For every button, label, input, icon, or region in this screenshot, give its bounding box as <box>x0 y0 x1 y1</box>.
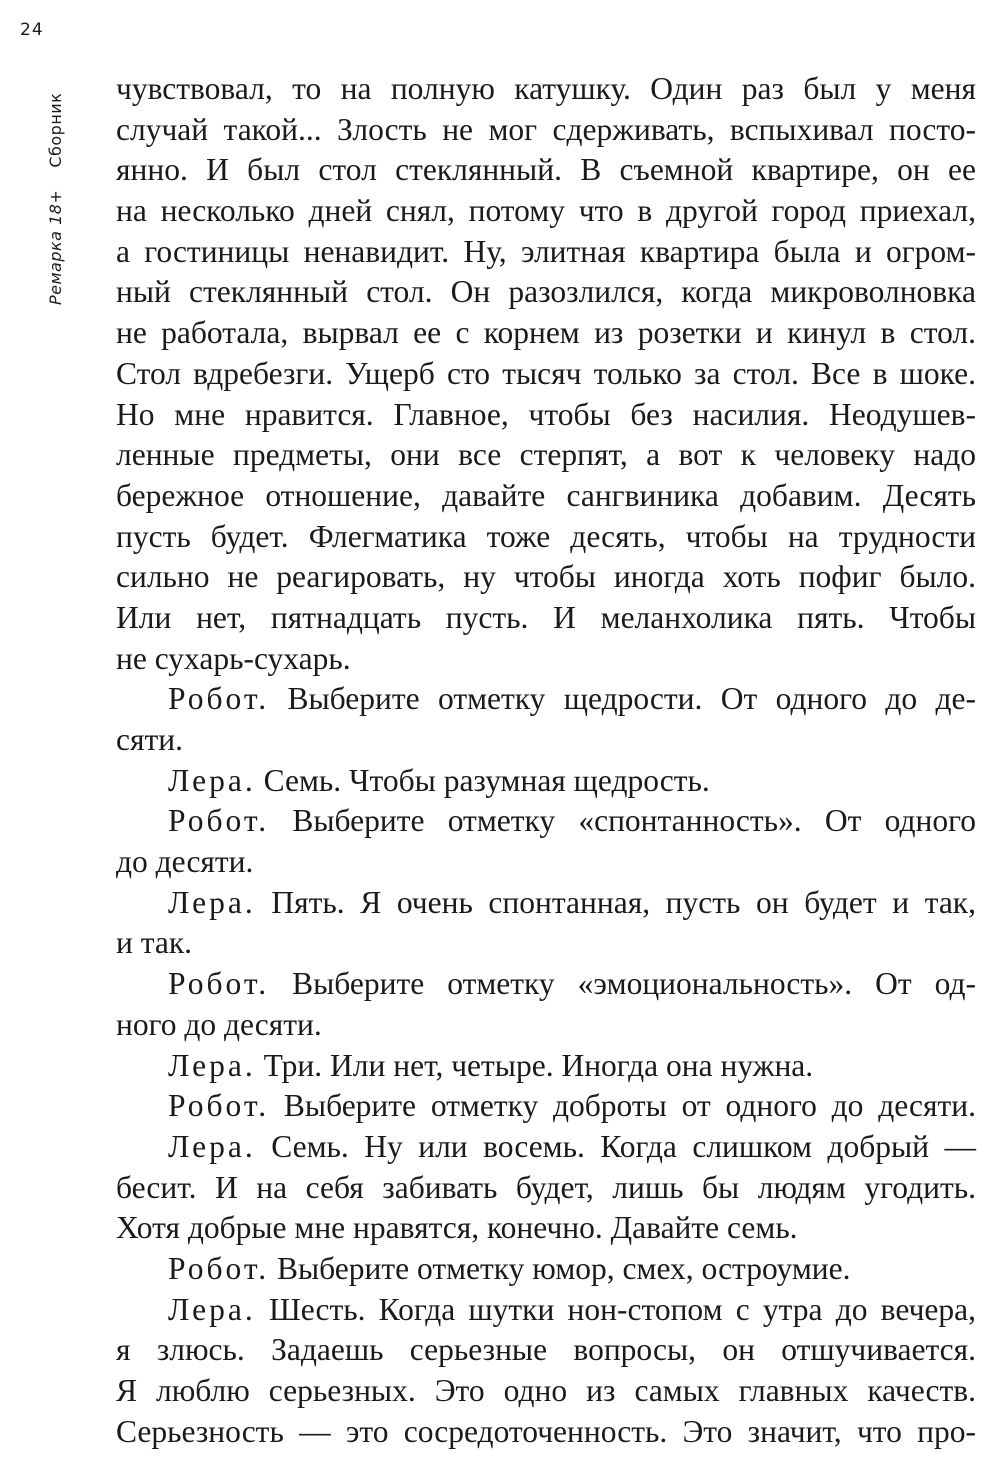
line-text: Хотя добрые мне нравятся, конечно. Давайте семь. <box>116 1210 798 1246</box>
text-line <box>116 923 976 964</box>
line-text: сяти. <box>116 722 183 757</box>
line-text: чувствовал, то на полную катушку. Один раз был у меня <box>116 71 976 106</box>
speaker-name: Робот. <box>168 681 270 717</box>
line-text: Шесть. Когда шутки нон-стопом с утра до вечера, <box>255 1291 976 1327</box>
line-text: Или нет, пятнадцать пусть. И меланхолика пять. Чтобы <box>116 599 976 635</box>
line-text: Пять. Я очень спонтанная, пусть он будет и так, <box>255 884 976 920</box>
text-line <box>116 69 976 110</box>
text-line <box>116 720 976 761</box>
line-text: Стол вдребезги. Ущерб сто тысяч только за стол. Все в шоке. <box>116 355 976 391</box>
line-text: Выберите отметку «эмоциональность». От од- <box>269 966 976 1002</box>
text-line <box>116 476 976 517</box>
line-text: бережное отношение, давайте сангвиника добавим. Десять <box>116 477 976 513</box>
text-line <box>116 598 976 639</box>
line-text: Семь. Чтобы разумная щедрость. <box>255 762 710 798</box>
speaker-name: Лера. <box>168 762 256 798</box>
line-text: не работала, вырвал ее с корнем из розетки и кинул в стол. <box>116 315 976 351</box>
line-text: Выберите отметку щедрости. От одного до де- <box>269 681 976 717</box>
running-head-subtitle: Сборник <box>46 92 65 168</box>
text-line <box>116 842 976 883</box>
text-line <box>116 313 976 354</box>
text-line <box>116 110 976 151</box>
text-line <box>116 150 976 191</box>
running-head <box>46 93 65 305</box>
dialogue-line <box>116 801 976 842</box>
text-line <box>116 1005 976 1046</box>
line-text: и так. <box>116 925 193 961</box>
dialogue-line <box>116 761 976 802</box>
line-text: ный стеклянный стол. Он разозлился, когда микроволновка <box>116 274 976 310</box>
speaker-name: Робот. <box>168 1250 270 1286</box>
speaker-name: Лера. <box>168 884 256 920</box>
speaker-name: Робот. <box>168 1088 270 1124</box>
line-text: пусть будет. Флегматика тоже десять, чтобы на трудности <box>116 518 976 554</box>
speaker-name: Робот. <box>168 803 270 839</box>
dialogue-line <box>116 1249 976 1290</box>
body-text <box>116 69 976 1452</box>
line-text: бесит. И на себя забивать будет, лишь бы людям угодить. <box>116 1169 976 1205</box>
line-text: на несколько дней снял, потому что в другой город приехал, <box>116 193 976 229</box>
line-text: случай такой... Злость не мог сдерживать, вспыхивал посто- <box>116 111 976 147</box>
line-text: Семь. Ну или восемь. Когда слишком добрый — <box>255 1128 976 1164</box>
speaker-name: Лера. <box>168 1291 256 1327</box>
text-line <box>116 1412 976 1453</box>
text-line <box>116 1371 976 1412</box>
line-text: Я люблю серьезных. Это одно из самых главных качеств. <box>116 1373 976 1408</box>
line-text: Но мне нравится. Главное, чтобы без насилия. Неодушев- <box>116 396 976 432</box>
text-line <box>116 272 976 313</box>
line-text: а гостиницы ненавидит. Ну, элитная квартира была и огром- <box>116 233 976 269</box>
text-line <box>116 639 976 680</box>
text-line <box>116 435 976 476</box>
dialogue-line <box>116 883 976 924</box>
text-line <box>116 1168 976 1209</box>
dialogue-line <box>116 964 976 1005</box>
speaker-name: Робот. <box>168 966 270 1002</box>
page-number: 24 <box>20 20 44 40</box>
line-text: Выберите отметку доброты от одного до десяти. <box>269 1088 976 1124</box>
text-line <box>116 557 976 598</box>
text-line <box>116 395 976 436</box>
line-text: сильно не реагировать, ну чтобы иногда хоть пофиг было. <box>116 559 976 595</box>
line-text: я злюсь. Задаешь серьезные вопросы, он отшучивается. <box>116 1332 976 1368</box>
line-text: до десяти. <box>116 844 254 880</box>
text-line <box>116 1330 976 1371</box>
line-text: ленные предметы, они все стерпят, а вот к человеку надо <box>116 437 976 473</box>
line-text: ного до десяти. <box>116 1006 322 1042</box>
dialogue-line <box>116 679 976 720</box>
text-line <box>116 191 976 232</box>
dialogue-line <box>116 1046 976 1087</box>
text-line <box>116 232 976 273</box>
line-text: Выберите отметку юмор, смех, остроумие. <box>269 1250 851 1286</box>
text-line <box>116 1208 976 1249</box>
line-text: Серьезность — это сосредоточенность. Это значит, что про- <box>116 1413 976 1449</box>
line-text: янно. И был стол стеклянный. В съемной квартире, он ее <box>116 152 976 188</box>
speaker-name: Лера. <box>168 1047 256 1083</box>
running-head-title: Ремарка 18+ <box>46 189 65 305</box>
line-text: Выберите отметку «спонтанность». От одного <box>269 803 976 839</box>
text-line <box>116 354 976 395</box>
dialogue-line <box>116 1290 976 1331</box>
dialogue-line <box>116 1086 976 1127</box>
text-line <box>116 517 976 558</box>
dialogue-line <box>116 1127 976 1168</box>
speaker-name: Лера. <box>168 1128 256 1164</box>
line-text: не сухарь-сухарь. <box>116 640 351 676</box>
line-text: Три. Или нет, четыре. Иногда она нужна. <box>255 1047 814 1083</box>
